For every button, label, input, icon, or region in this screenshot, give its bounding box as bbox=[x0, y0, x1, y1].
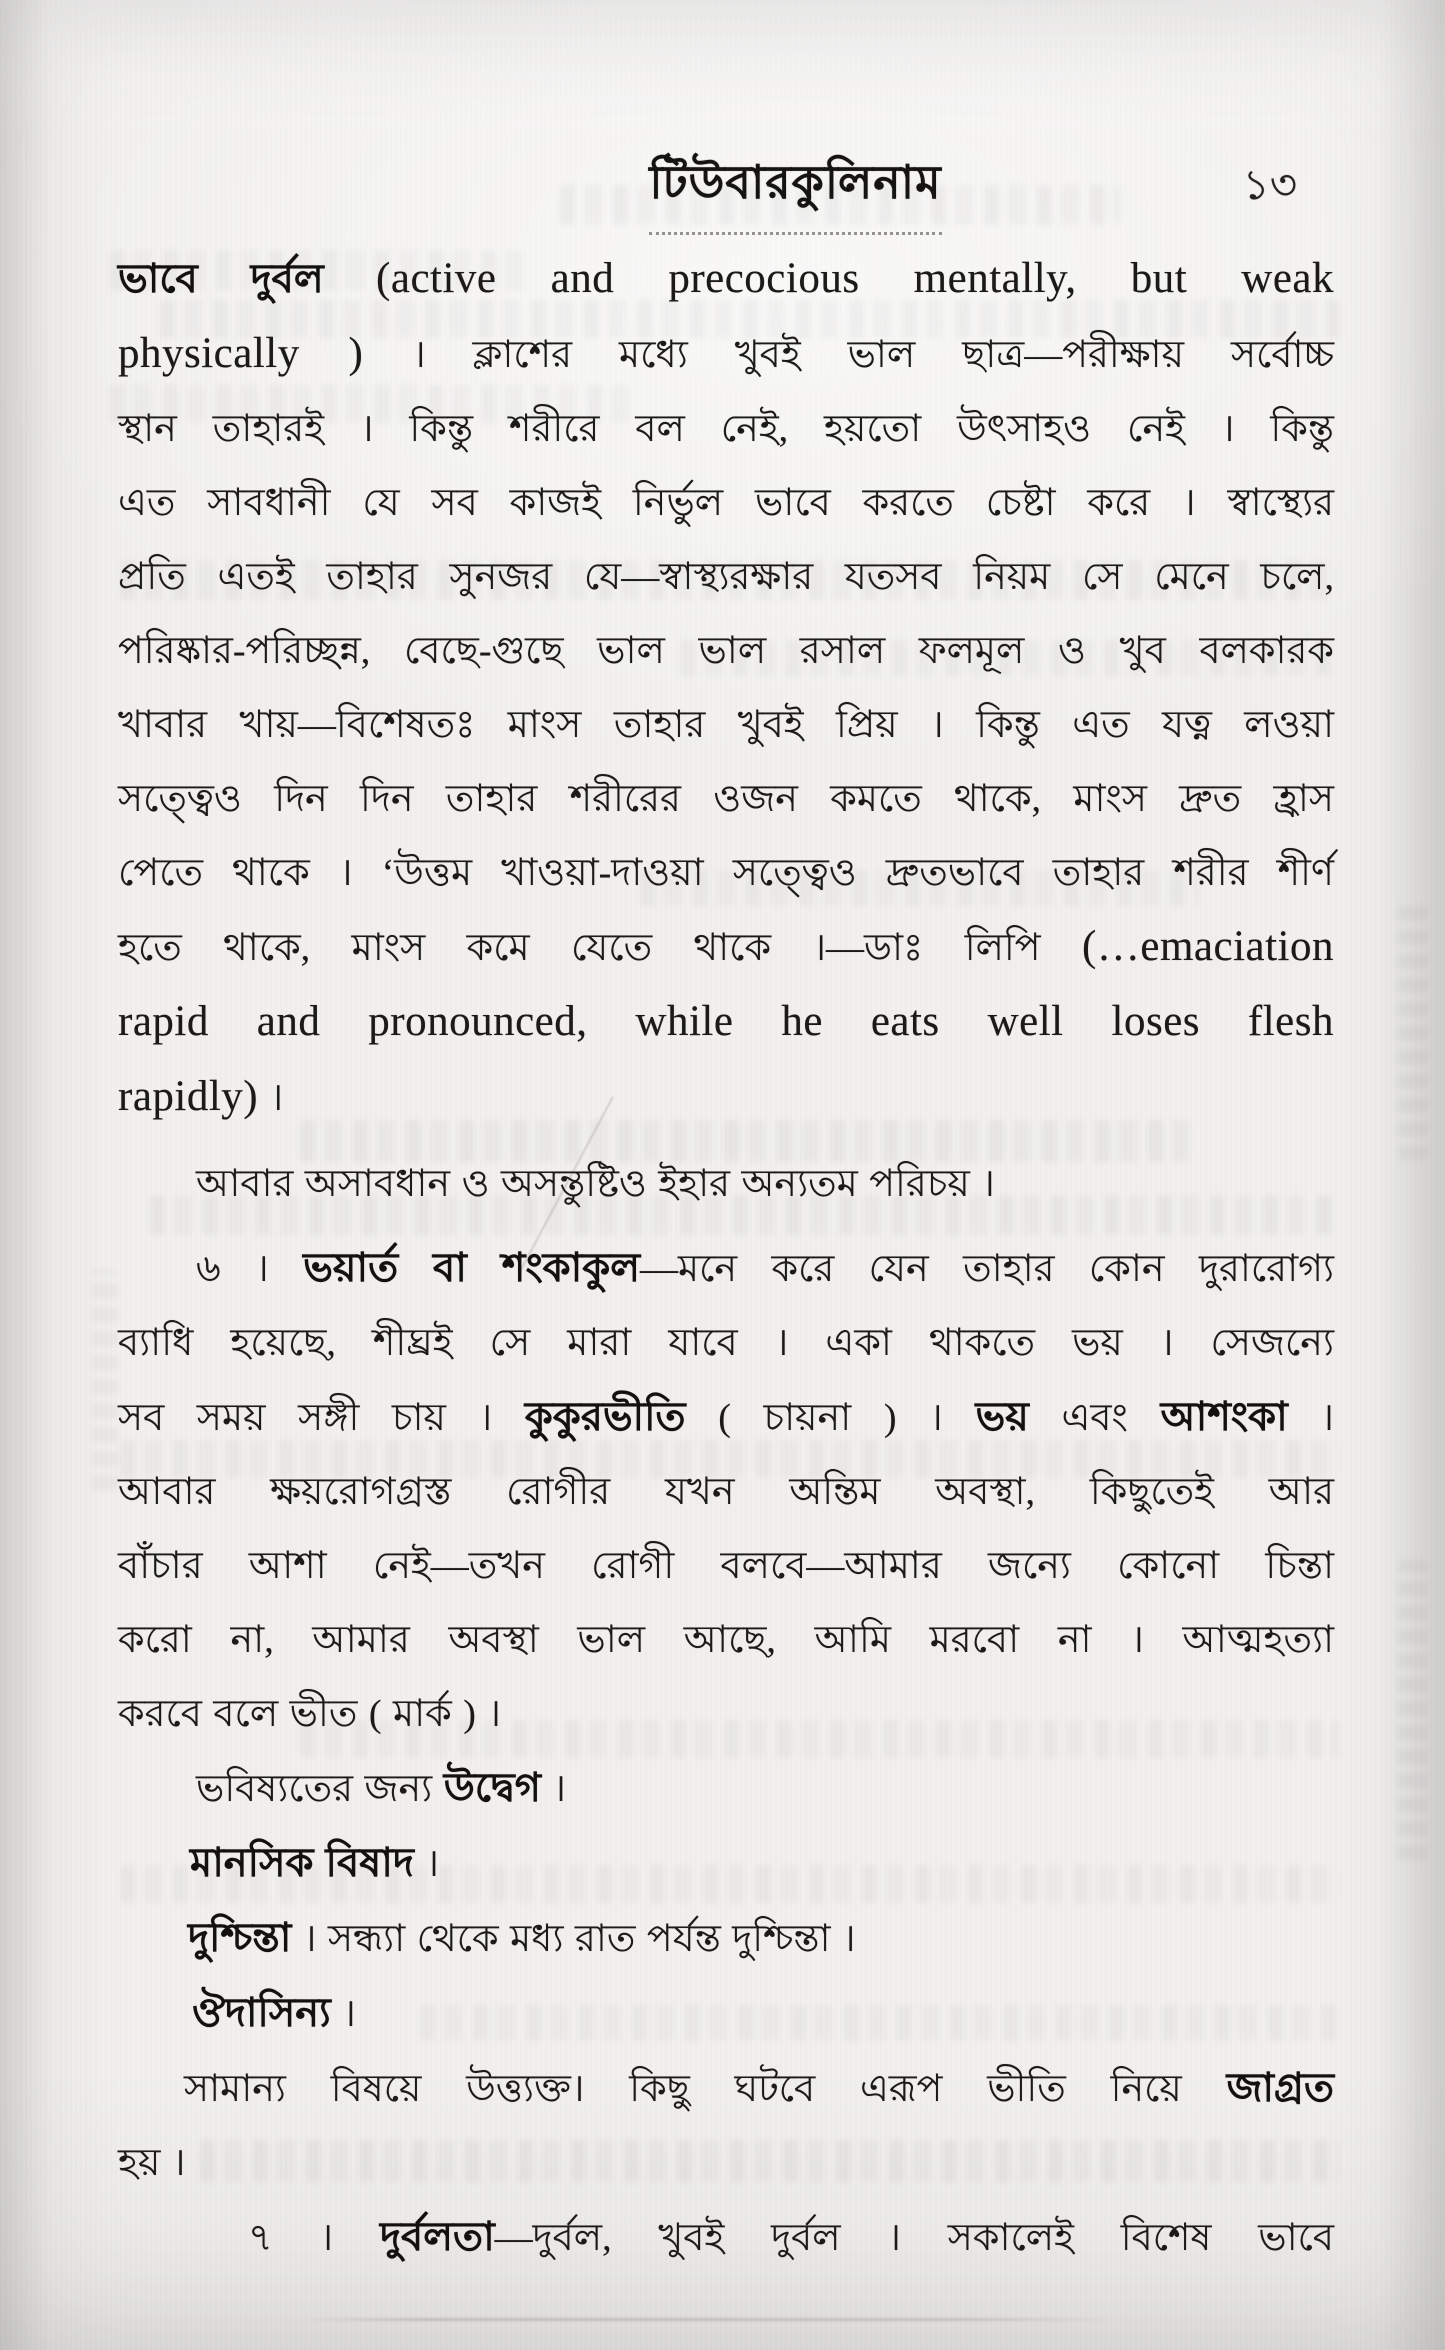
text-line bbox=[118, 1455, 1334, 1529]
english-text-segment: rapidly) bbox=[118, 1073, 259, 1120]
text-segment: সামান্য বিষয়ে উত্ত্যক্ত। কিছু ঘটবে এরূপ ভীতি নিয়ে bbox=[184, 2068, 1227, 2110]
text-line bbox=[118, 1529, 1334, 1603]
rubric-bold-term: উদ্বেগ bbox=[443, 1765, 541, 1810]
bleed-through-ghost bbox=[1398, 900, 1428, 1160]
chapter-title-text: টিউবারকুলিনাম bbox=[649, 148, 941, 235]
text-segment: এত সাবধানী যে সব কাজই নির্ভুল ভাবে করতে চেষ্টা করে । স্বাস্থ্যের bbox=[118, 482, 1334, 524]
text-line bbox=[118, 2126, 1334, 2200]
text-segment bbox=[324, 259, 376, 301]
text-segment: সত্ত্বেও দিন দিন তাহার শরীরের ওজন কমতে থাকে, মাংস দ্রুত হ্রাস bbox=[118, 778, 1334, 820]
rubric-bold-term: দুর্বলতা bbox=[379, 2214, 495, 2259]
text-line bbox=[118, 1677, 1334, 1751]
text-segment: । bbox=[413, 1843, 440, 1885]
text-segment: খাবার খায়—বিশেষতঃ মাংস তাহার খুবই প্রিয় । কিন্তু এত যত্ন লওয়া bbox=[118, 704, 1334, 746]
english-text-segment: rapid and pronounced, while he eats well loses flesh bbox=[118, 998, 1334, 1045]
rubric-bold-term: আশংকা bbox=[1160, 1394, 1288, 1439]
text-segment: । bbox=[540, 1768, 567, 1810]
text-segment: —মনে করে যেন তাহার কোন দুরারোগ্য bbox=[640, 1248, 1335, 1290]
text-segment: । ক্লাশের মধ্যে খুবই ভাল ছাত্র—পরীক্ষায় সর্বোচ্চ bbox=[412, 334, 1334, 376]
text-segment: সব সময় সঙ্গী চায় । bbox=[118, 1397, 525, 1439]
text-segment: । bbox=[1287, 1397, 1334, 1439]
text-segment: স্থান তাহারই । কিন্তু শরীরে বল নেই, হয়তো উৎসাহও নেই । কিন্তু bbox=[118, 408, 1334, 450]
text-line bbox=[118, 762, 1334, 836]
text-segment: হয় । bbox=[118, 2142, 186, 2184]
english-text-segment: physically ) bbox=[118, 330, 413, 377]
text-segment: বাঁচার আশা নেই—তখন রোগী বলবে—আমার জন্যে কোনো চিন্তা bbox=[118, 1545, 1334, 1587]
text-segment: ব্যাধি হয়েছে, শীঘ্রই সে মারা যাবে । একা থাকতে ভয় । সেজন্যে bbox=[118, 1322, 1334, 1364]
text-line bbox=[118, 1306, 1334, 1380]
text-segment: —দুর্বল, খুবই দুর্বল । সকালেই বিশেষ ভাবে bbox=[494, 2217, 1335, 2259]
page-number: ১৩ bbox=[1242, 163, 1297, 209]
rubric-bold-term: ভয় bbox=[975, 1394, 1029, 1439]
text-line bbox=[118, 1826, 1334, 1901]
text-line bbox=[118, 910, 1334, 985]
rubric-bold-term: জাগ্রত bbox=[1226, 2065, 1334, 2110]
text-segment: আবার অসাবধান ও অসন্তুষ্টিও ইহার অন্যতম পরিচয় । bbox=[196, 1163, 995, 1205]
text-line bbox=[118, 2051, 1334, 2126]
rubric-bold-term: কুকুরভীতি bbox=[524, 1394, 686, 1439]
text-line bbox=[118, 1147, 1334, 1221]
text-segment: । সন্ধ্যা থেকে মধ্য রাত পর্যন্ত দুশ্চিন্তা । bbox=[291, 1918, 856, 1960]
chapter-title bbox=[0, 148, 1445, 235]
text-line bbox=[118, 985, 1334, 1060]
text-line bbox=[118, 2200, 1334, 2275]
text-line bbox=[118, 836, 1334, 910]
text-line bbox=[118, 688, 1334, 762]
rubric-bold-term: মানসিক বিষাদ bbox=[190, 1840, 414, 1885]
text-segment: ৬ । bbox=[196, 1248, 304, 1290]
text-line bbox=[118, 317, 1334, 392]
rubric-bold-term: ভাবে দুর্বল bbox=[118, 256, 324, 301]
text-segment: হতে থাকে, মাংস কমে যেতে থাকে ।—ডাঃ লিপি bbox=[118, 927, 1083, 969]
english-text-segment: (active and precocious mentally, but weak bbox=[376, 255, 1334, 302]
text-segment: আবার ক্ষয়রোগগ্রস্ত রোগীর যখন অন্তিম অবস্থা, কিছুতেই আর bbox=[118, 1471, 1334, 1513]
text-line bbox=[118, 1060, 1334, 1135]
text-line bbox=[118, 1380, 1334, 1455]
page-body bbox=[118, 242, 1334, 2275]
text-line bbox=[118, 1901, 1334, 1976]
english-text-segment: (…emaciation bbox=[1082, 923, 1334, 970]
text-line bbox=[118, 392, 1334, 466]
bleed-through-ghost bbox=[1398, 1560, 1428, 1860]
text-line bbox=[118, 1751, 1334, 1826]
text-line bbox=[118, 540, 1334, 614]
text-line bbox=[118, 1231, 1334, 1306]
text-segment: ( চায়না ) । bbox=[685, 1397, 976, 1439]
text-line bbox=[118, 242, 1334, 317]
bleed-through-ghost bbox=[92, 1270, 118, 1490]
text-line bbox=[118, 1603, 1334, 1677]
text-segment: করবে বলে ভীত ( মার্ক ) । bbox=[118, 1693, 501, 1735]
text-segment: । bbox=[258, 1077, 284, 1119]
page-fold-shadow bbox=[300, 2318, 1120, 2321]
rubric-bold-term: ঔদাসিন্য bbox=[192, 1990, 331, 2035]
text-line bbox=[118, 466, 1334, 540]
text-segment: প্রতি এতই তাহার সুনজর যে—স্বাস্থ্যরক্ষার যতসব নিয়ম সে মেনে চলে, bbox=[118, 556, 1334, 598]
text-segment: । bbox=[330, 1993, 356, 2035]
text-line bbox=[118, 1976, 1334, 2051]
text-line bbox=[118, 614, 1334, 688]
rubric-bold-term: ভয়ার্ত বা শংকাকুল bbox=[303, 1245, 641, 1290]
text-segment: পেতে থাকে । ‘উত্তম খাওয়া-দাওয়া সত্ত্বেও দ্রুতভাবে তাহার শরীর শীর্ণ bbox=[118, 852, 1334, 894]
text-segment: এবং bbox=[1028, 1397, 1161, 1439]
rubric-bold-term: দুশ্চিন্তা bbox=[188, 1915, 292, 1960]
text-segment: ৭ । bbox=[248, 2217, 380, 2259]
text-segment: ভবিষ্যতের জন্য bbox=[196, 1768, 444, 1810]
text-segment: পরিষ্কার-পরিচ্ছন্ন, বেছে-গুছে ভাল ভাল রসাল ফলমূল ও খুব বলকারক bbox=[118, 630, 1334, 672]
text-segment: করো না, আমার অবস্থা ভাল আছে, আমি মরবো না । আত্মহত্যা bbox=[118, 1619, 1334, 1661]
